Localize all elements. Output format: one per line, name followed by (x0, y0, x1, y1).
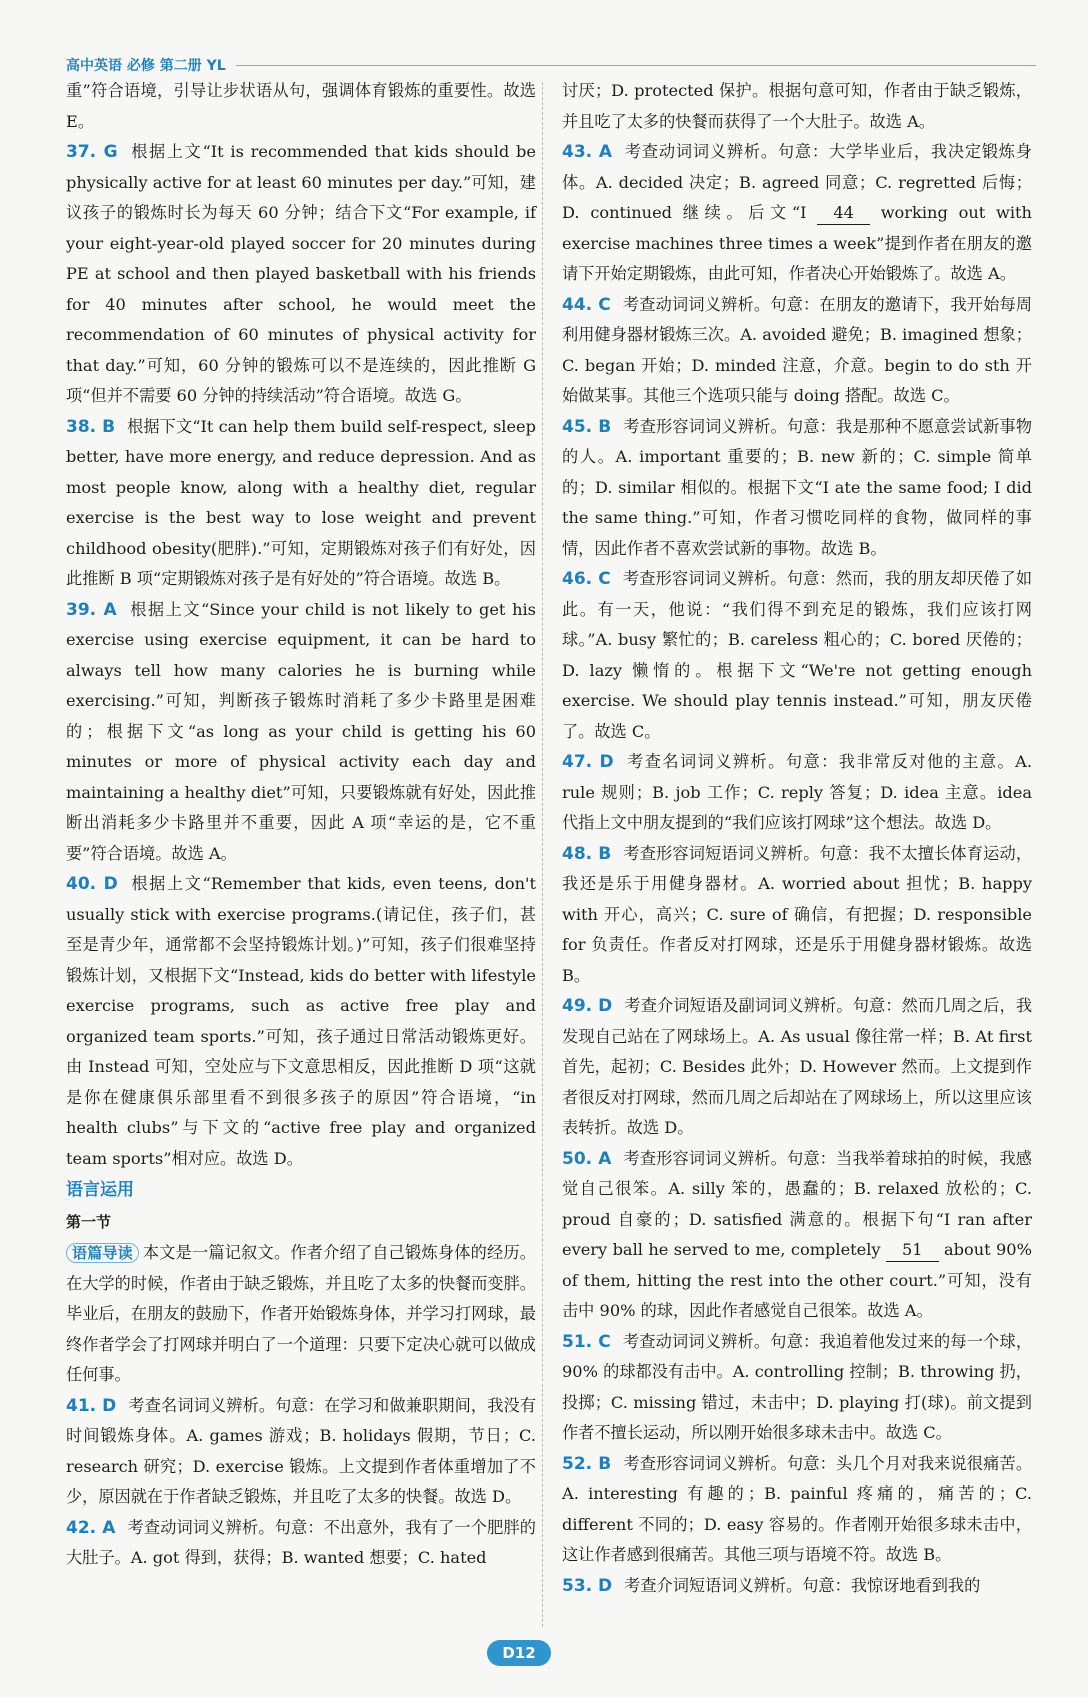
guide-text: 本文是一篇记叙文。作者介绍了自己锻炼身体的经历。在大学的时候，作者由于缺乏锻炼，并且吃了太多的快餐而变胖。毕业后，在朋友的鼓励下，作者开始锻炼身体，并学习打网球，最终作者学会了打网球并明白了一个道理：只要下定决心就可以做成任何事。 (66, 1243, 536, 1384)
answer-number: 39. A (66, 599, 117, 620)
answer-number: 37. G (66, 142, 118, 162)
answer-text: 考查名词词义辨析。句意：在学习和做兼职期间，我没有时间锻炼身体。A. games 游戏；B. holidays 假期，节日；C. research 研究；D. exercise 锻炼。上文提到作者体重增加了不少，原因就在于作者缺乏锻炼，并且吃了太多的快餐。故选 D。 (66, 1395, 537, 1506)
left-column (66, 76, 536, 1574)
answer-45 (562, 412, 1032, 565)
answer-42 (66, 1513, 536, 1574)
answer-text: 根据上文“Since your child is not likely to get his exercise using exercise equipment, it can be hard to always tell how many calories he is burning while exercising.”可知，判断孩子锻炼时消耗了多少卡路里是困难的；根据下文“as long as your child is getting his 60 minutes or more of physical activity each day and maintaining a healthy diet”可知，只要锻炼就有好处，因此推断出消耗多少卡路里并不重要，因此 A 项“幸运的是，它不重要”符合语境。故选 A。 (66, 599, 536, 863)
answer-text: 考查形容词词义辨析。句意：当我举着球拍的时候，我感觉自己很笨。A. silly 笨的，愚蠢的；B. relaxed 放松的；C. proud 自豪的；D. satisfied 满意的。根据下句“I ran after every ball he served to me, completely (562, 1148, 1032, 1259)
subsection-heading: 第一节 (66, 1213, 112, 1231)
answer-text: 考查名词词义辨析。句意：我非常反对他的主意。A. rule 规则；B. job 工作；C. reply 答复；D. idea 主意。idea 代指上文中朋友提到的“我们应该打网球”这个想法。故选 D。 (562, 752, 1032, 832)
answer-text: 考查形容词短语词义辨析。句意：我不太擅长体育运动，我还是乐于用健身器材。A. worried about 担忧；B. happy with 开心，高兴；C. sure of 确信，有把握；D. responsible for 负责任。作者反对打网球，还是乐于用健身器材锻炼。故选 B。 (562, 843, 1033, 985)
answer-number: 42. A (66, 1517, 116, 1538)
answer-number: 40. D (66, 874, 118, 894)
answer-number: 49. D (562, 996, 613, 1016)
answer-49 (562, 991, 1032, 1144)
answer-text: 考查介词短语及副词词义辨析。句意：然而几周之后，我发现自己站在了网球场上。A. As usual 像往常一样；B. At first 首先，起初；C. Besides 此外；D. However 然而。上文提到作者很反对打网球，然而几周之后却站在了网球场上，所以这里应该表转折。故选 D。 (562, 996, 1033, 1137)
page-number-badge (487, 1640, 551, 1666)
answer-53 (562, 1571, 1032, 1602)
answer-48 (562, 839, 1032, 992)
right-column (562, 76, 1032, 1601)
answer-38 (66, 412, 536, 595)
answer-text: 考查形容词词义辨析。句意：头几个月对我来说很痛苦。A. interesting 有趣的；B. painful 疼痛的，痛苦的；C. different 不同的；D. easy 容易的。作者刚开始很多球未击中，这让作者感到很痛苦。其他三项与语境不符。故选 B。 (562, 1453, 1033, 1564)
book-title: 高中英语 必修 第二册 YL (66, 58, 226, 74)
answer-number: 43. A (562, 142, 613, 162)
answer-number: 38. B (66, 416, 116, 437)
section-heading: 语言运用 (66, 1180, 134, 1200)
answer-text: 根据上文“It is recommended that kids should be physically active for at least 60 minutes per day.”可知，建议孩子的锻炼时长为每天 60 分钟；结合下文“For example, if your eight-year-old played soccer for 20 minutes during PE at school and then played basketball with his friends for 40 minutes after school, he would meet the recommendation of 60 minutes of physical activity for that day.”可知，60 分钟的锻炼可以不是连续的，因此推断 G 项“但并不需要 60 分钟的持续活动”符合语境。故选 G。 (66, 142, 536, 405)
answer-41 (66, 1391, 536, 1513)
answer-50 (562, 1144, 1032, 1327)
answer-text: 考查动词词义辨析。句意：不出意外，我有了一个肥胖的大肚子。A. got 得到，获得；B. wanted 想要；C. hated (66, 1517, 536, 1567)
blank-51: 51 (886, 1239, 939, 1262)
answer-number: 52. B (562, 1453, 612, 1474)
answer-number: 44. C (562, 294, 611, 315)
answer-40 (66, 869, 536, 1174)
answer-52 (562, 1449, 1032, 1571)
blank-44: 44 (817, 202, 870, 225)
answer-number: 51. C (562, 1331, 611, 1352)
answer-text: 考查介词短语词义辨析。句意：我惊讶地看到我的 (624, 1575, 981, 1595)
answer-47 (562, 747, 1032, 839)
answer-text: 考查动词词义辨析。句意：大学毕业后，我决定锻炼身体。A. decided 决定；B. agreed 同意；C. regretted 后悔；D. continued 继续。后文“I (562, 142, 1032, 222)
answer-text-cont: about 90% of them, hitting the rest into the other court.”可知，没有击中 90% 的球，因此作者感觉自己很笨。故选 A。 (562, 1240, 1032, 1320)
column-divider (542, 82, 543, 1627)
page-number: D12 (502, 1644, 536, 1662)
answer-51 (562, 1327, 1032, 1449)
answer-46 (562, 564, 1032, 747)
paragraph-continued: 讨厌；D. protected 保护。根据句意可知，作者由于缺乏锻炼，并且吃了太多的快餐而获得了一个大肚子。故选 A。 (562, 81, 1032, 131)
answer-text: 根据上文“Remember that kids, even teens, don't usually stick with exercise programs.(请记住，孩子们，甚至是青少年，通常都不会坚持锻炼计划。)”可知，孩子们很难坚持锻炼计划，又根据下文“Instead, kids do better with lifestyle exercise programs, such as active free play and organized team sports.”可知，孩子通过日常活动锻炼更好。由 Instead 可知，空处应与下文意思相反，因此推断 D 项“这就是你在健康俱乐部里看不到很多孩子的原因”符合语境，“in health clubs”与下文的“active free play and organized team sports”相对应。故选 D。 (66, 874, 536, 1168)
guide-tag: 语篇导读 (66, 1243, 139, 1263)
reading-guide (66, 1238, 536, 1391)
answer-43 (562, 137, 1032, 290)
header-rule (236, 65, 1036, 66)
answer-number: 45. B (562, 416, 612, 437)
answer-number: 41. D (66, 1395, 117, 1416)
answer-text: 考查形容词词义辨析。句意：然而，我的朋友却厌倦了如此。有一天，他说：“我们得不到充足的锻炼，我们应该打网球。”A. busy 繁忙的；B. careless 粗心的；C. bored 厌倦的；D. lazy 懒惰的。根据下文“We're not getting enough exercise. We should play tennis instead.”可知，朋友厌倦了。故选 C。 (562, 569, 1033, 741)
answer-39 (66, 595, 536, 870)
answer-text-cont: working out with exercise machines three times a week”提到作者在朋友的邀请下开始定期锻炼，由此可知，作者决心开始锻炼了。故选 A。 (562, 203, 1032, 283)
paragraph-continued: 重”符合语境，引导让步状语从句，强调体育锻炼的重要性。故选 E。 (66, 81, 536, 131)
answer-text: 考查动词词义辨析。句意：我追着他发过来的每一个球，90% 的球都没有击中。A. controlling 控制；B. throwing 扔，投掷；C. missing 错过，未击中；D. playing 打(球)。前文提到作者不擅长运动，所以刚开始很多球未击中。故选 C。 (562, 1331, 1033, 1442)
page-header (66, 54, 1036, 76)
answer-number: 50. A (562, 1148, 612, 1169)
answer-text: 根据下文“It can help them build self-respect, sleep better, have more energy, and reduce depression. And as most people know, along with a healthy diet, regular exercise is the best way to lose weight and prevent childhood obesity(肥胖).”可知，定期锻炼对孩子们有好处，因此推断 B 项“定期锻炼对孩子是有好处的”符合语境。故选 B。 (66, 416, 536, 588)
answer-number: 48. B (562, 843, 612, 864)
answer-text: 考查形容词词义辨析。句意：我是那种不愿意尝试新事物的人。A. important 重要的；B. new 新的；C. simple 简单的；D. similar 相似的。根据下文“I ate the same food; I did the same thing.”可知，作者习惯吃同样的食物，做同样的事情，因此作者不喜欢尝试新的事物。故选 B。 (562, 416, 1033, 558)
answer-text: 考查动词词义辨析。句意：在朋友的邀请下，我开始每周利用健身器材锻炼三次。A. avoided 避免；B. imagined 想象；C. began 开始；D. minded 注意，介意。begin to do sth 开始做某事。其他三个选项只能与 doing 搭配。故选 C。 (562, 294, 1033, 405)
answer-37 (66, 137, 536, 412)
answer-number: 47. D (562, 752, 614, 772)
answer-number: 46. C (562, 569, 611, 589)
answer-44 (562, 290, 1032, 412)
answer-number: 53. D (562, 1575, 613, 1596)
